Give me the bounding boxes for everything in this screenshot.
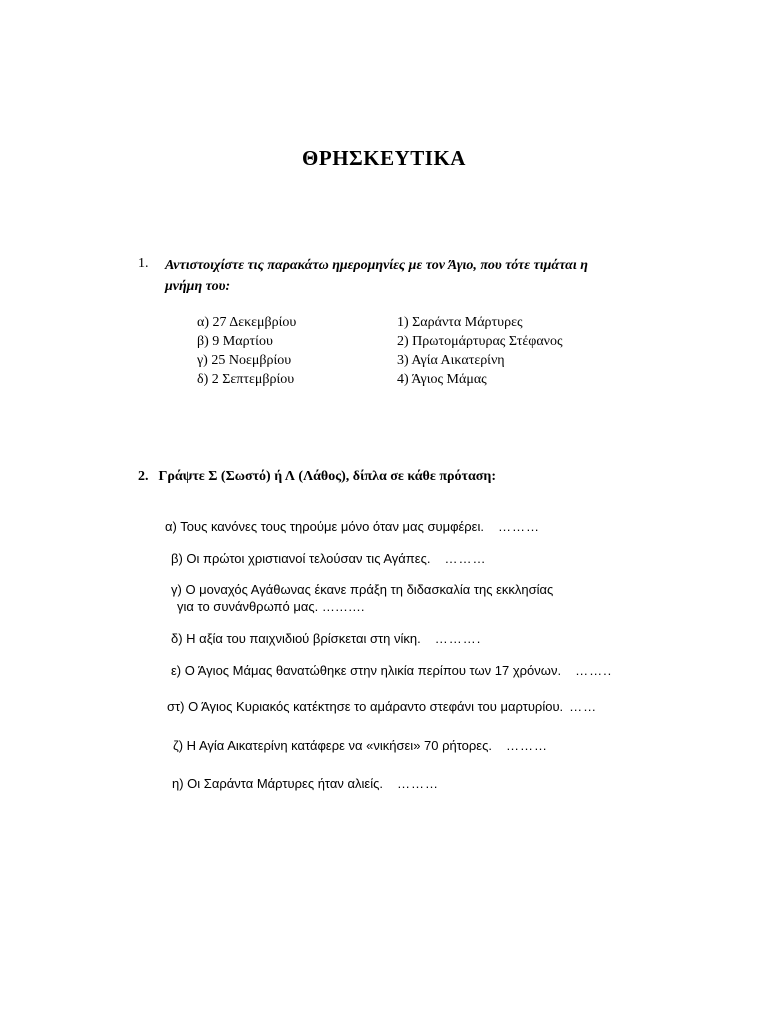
statement-text: ζ) Η Αγία Αικατερίνη κατάφερε να «νικήσει» 70 ρήτορες. [173, 738, 492, 753]
saint-item: 2) Πρωτομάρτυρας Στέφανος [397, 334, 563, 349]
statement-item [171, 630, 481, 647]
statement-item [171, 662, 612, 679]
statement-text: γ) Ο μοναχός Αγάθωνας έκανε πράξη τη διδασκαλία της εκκλησίας [171, 582, 554, 597]
question-2-text: Γράψτε Σ (Σωστό) ή Λ (Λάθος), δίπλα σε κάθε πρόταση: [158, 469, 497, 484]
statement-item [171, 550, 486, 567]
answer-blank: ……… [396, 776, 439, 791]
statement-text: η) Οι Σαράντα Μάρτυρες ήταν αλιείς. [172, 776, 383, 791]
statement-item [172, 775, 439, 792]
answer-blank: ……… [444, 551, 487, 566]
answer-blank: …… [569, 699, 598, 714]
date-item: α) 27 Δεκεμβρίου [197, 315, 297, 330]
statement-item [165, 518, 540, 535]
question-1-line-2: μνήμη του: [165, 279, 231, 294]
answer-blank: …….. [575, 663, 613, 678]
saint-item: 3) Αγία Αικατερίνη [397, 353, 505, 368]
page-title: ΘΡΗΣΚΕΥΤΙΚΑ [302, 146, 466, 170]
date-item: γ) 25 Νοεμβρίου [197, 353, 292, 368]
question-1-number: 1. [138, 256, 149, 271]
date-item: β) 9 Μαρτίου [197, 334, 273, 349]
statement-text-continued: για το συνάνθρωπό μας. ………. [177, 599, 365, 614]
question-1-text [165, 255, 588, 297]
question-2-heading [138, 466, 496, 487]
answer-blank: ……… [497, 519, 540, 534]
question-2-number: 2. [138, 469, 149, 484]
statement-text: δ) Η αξία του παιχνιδιού βρίσκεται στη νίκη. [171, 631, 421, 646]
statement-text: ε) Ο Άγιος Μάμας θανατώθηκε στην ηλικία περίπου των 17 χρόνων. [171, 663, 562, 678]
date-item: δ) 2 Σεπτεμβρίου [197, 372, 295, 387]
question-1-line-1: Αντιστοιχίστε τις παρακάτω ημερομηνίες με τον Άγιο, που τότε τιμάται η [165, 258, 588, 273]
statement-text: β) Οι πρώτοι χριστιανοί τελούσαν τις Αγάπες. [171, 551, 431, 566]
statement-item [171, 581, 553, 615]
statement-text: στ) Ο Άγιος Κυριακός κατέκτησε το αμάραντο στεφάνι του μαρτυρίου. [167, 699, 564, 714]
statement-item [173, 737, 548, 754]
saint-item: 4) Άγιος Μάμας [397, 372, 487, 387]
answer-blank: ………. [434, 631, 482, 646]
statement-item [167, 698, 597, 715]
saint-item: 1) Σαράντα Μάρτυρες [397, 315, 523, 330]
statement-text: α) Τους κανόνες τους τηρούμε μόνο όταν μας συμφέρει. [165, 519, 484, 534]
saints-column [397, 313, 563, 389]
answer-blank: ……… [505, 738, 548, 753]
dates-column [197, 313, 296, 389]
